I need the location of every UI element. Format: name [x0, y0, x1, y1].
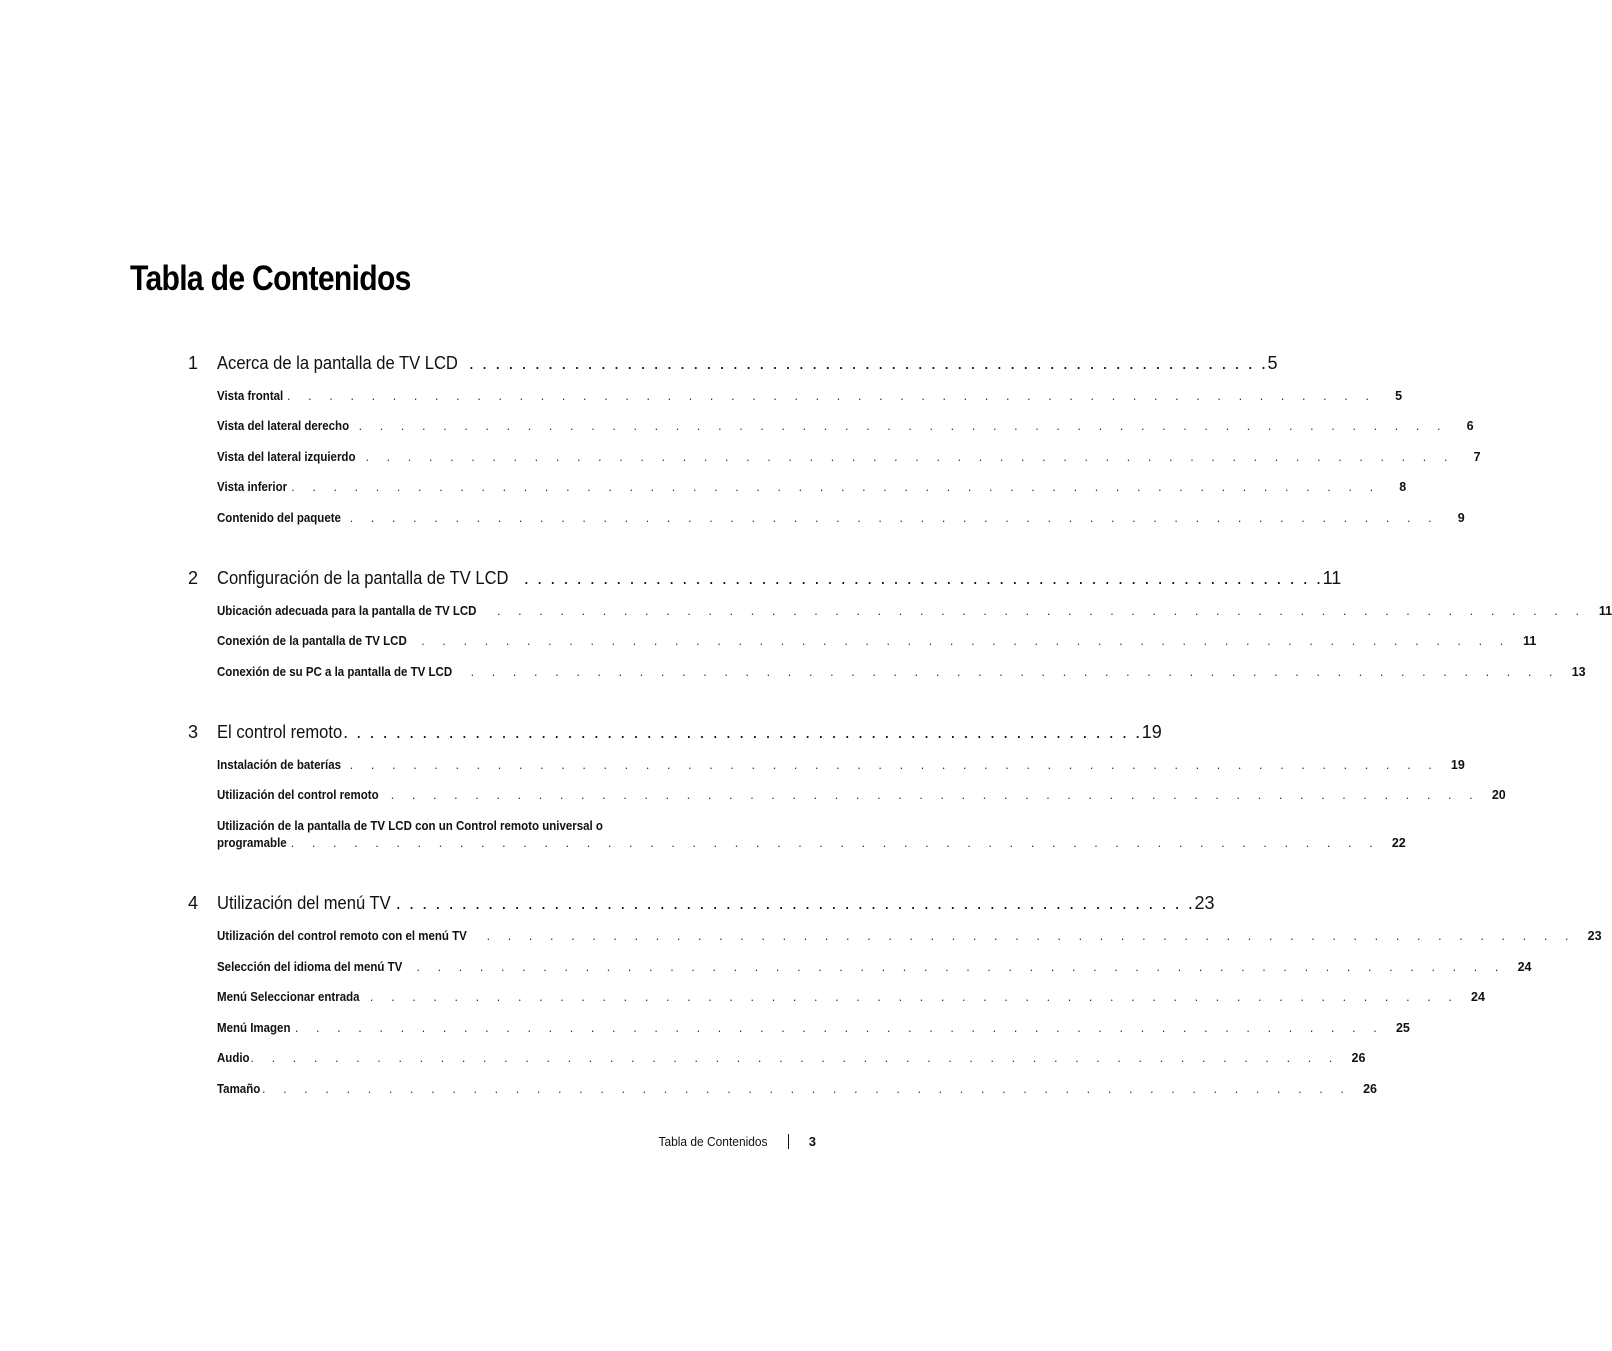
entry-label: Vista del lateral izquierdo: [217, 450, 356, 464]
footer-section-title: Tabla de Contenidos: [658, 1134, 768, 1149]
entry-page: 23: [1587, 929, 1602, 943]
toc-entry[interactable]: [217, 989, 1485, 1006]
toc-entry[interactable]: [217, 757, 1465, 774]
toc-chapter-2[interactable]: [188, 566, 1342, 590]
toc-entry[interactable]: [217, 510, 1465, 527]
toc-entry[interactable]: [217, 1081, 1378, 1098]
entry-label: Menú Imagen: [217, 1021, 291, 1035]
chapter-title: Acerca de la pantalla de TV LCD: [217, 353, 458, 373]
toc-entry[interactable]: [217, 418, 1474, 435]
chapter-title: El control remoto: [217, 722, 343, 742]
entry-label: Utilización del control remoto: [217, 788, 379, 802]
dot-leader: . . . . . . . . . . . . . . . . . . . . . . . . . . . . . . . . . . . . . . . . . . . . . . . . . . . .: [287, 389, 1377, 403]
dot-leader: . . . . . . . . . . . . . . . . . . . . . . . . . . . . . . . . . . . . . . . . . . . . . . . . . . . .: [358, 419, 1448, 433]
toc-chapter-1[interactable]: [188, 351, 1278, 375]
toc-entry[interactable]: [217, 959, 1532, 976]
entry-page: 24: [1517, 960, 1532, 974]
toc-entry[interactable]: [217, 603, 1612, 620]
entry-page: 24: [1471, 990, 1485, 1004]
entry-page: 26: [1363, 1082, 1378, 1096]
dot-leader: . . . . . . . . . . . . . . . . . . . . . . . . . . . . . . . . . . . . . . . . . . . . . . . . . . . .: [349, 511, 1439, 525]
chapter-number: 3: [188, 722, 199, 742]
chapter-page: 23: [1194, 893, 1215, 913]
entry-page: 8: [1399, 480, 1407, 494]
entry-page: 9: [1457, 511, 1465, 525]
chapter-number: 2: [188, 568, 199, 588]
entry-label: Selección del idioma del menú TV: [217, 960, 403, 974]
dot-leader: . . . . . . . . . . . . . . . . . . . . . . . . . . . . . . . . . . . . . . . . . . . . . . . . . . . .: [294, 1021, 1384, 1035]
chapter-page: 11: [1322, 568, 1342, 588]
entry-page: 7: [1473, 450, 1481, 464]
entry-label: Conexión de su PC a la pantalla de TV LCD: [217, 665, 453, 679]
entry-page: 22: [1391, 836, 1406, 850]
entry-page: 11: [1598, 604, 1612, 618]
entry-label: Ubicación adecuada para la pantalla de TV LCD: [217, 604, 477, 618]
entry-label: Contenido del paquete: [217, 511, 341, 525]
chapter-number: 4: [188, 893, 199, 913]
entry-label: Instalación de baterías: [217, 758, 341, 772]
chapter-page: 5: [1267, 353, 1278, 373]
toc-entry[interactable]: [217, 1020, 1410, 1037]
entry-label: Vista frontal: [217, 389, 284, 403]
chapter-title: Utilización del menú TV: [217, 893, 391, 913]
entry-page: 25: [1395, 1021, 1410, 1035]
dot-leader: . . . . . . . . . . . . . . . . . . . . . . . . . . . . . . . . . . . . . . . . . . . . . . . . . . . .: [365, 450, 1455, 464]
dot-leader: . . . . . . . . . . . . . . . . . . . . . . . . . . . . . . . . . . . . . . . . . . . . . . . . . . . . . . . . . . . . .: [468, 353, 1268, 373]
dot-leader: . . . . . . . . . . . . . . . . . . . . . . . . . . . . . . . . . . . . . . . . . . . . . . . . . . . . . . . . . . . . .: [395, 893, 1195, 913]
toc-entry[interactable]: [217, 928, 1602, 945]
entry-label: Utilización del control remoto con el menú TV: [217, 929, 467, 943]
dot-leader: . . . . . . . . . . . . . . . . . . . . . . . . . . . . . . . . . . . . . . . . . . . . . . . . . . . .: [262, 1082, 1352, 1096]
dot-leader: . . . . . . . . . . . . . . . . . . . . . . . . . . . . . . . . . . . . . . . . . . . . . . . . . . . .: [250, 1051, 1340, 1065]
entry-page: 5: [1395, 389, 1403, 403]
entry-page: 19: [1450, 758, 1465, 772]
toc-entry[interactable]: [217, 664, 1586, 681]
entry-page: 11: [1523, 634, 1537, 648]
entry-label: programable: [217, 836, 287, 850]
entry-label: Conexión de la pantalla de TV LCD: [217, 634, 407, 648]
chapter-title: Configuración de la pantalla de TV LCD: [217, 568, 509, 588]
dot-leader: . . . . . . . . . . . . . . . . . . . . . . . . . . . . . . . . . . . . . . . . . . . . . . . . . . . .: [369, 990, 1459, 1004]
dot-leader: . . . . . . . . . . . . . . . . . . . . . . . . . . . . . . . . . . . . . . . . . . . . . . . . . . . .: [497, 604, 1587, 618]
toc-entry[interactable]: [217, 388, 1403, 405]
entry-label: Menú Seleccionar entrada: [217, 990, 360, 1004]
dot-leader: . . . . . . . . . . . . . . . . . . . . . . . . . . . . . . . . . . . . . . . . . . . . . . . . . . . .: [349, 758, 1439, 772]
dot-leader: . . . . . . . . . . . . . . . . . . . . . . . . . . . . . . . . . . . . . . . . . . . . . . . . . . . .: [290, 836, 1380, 850]
footer-divider: [788, 1134, 789, 1149]
entry-label: Audio: [217, 1051, 250, 1065]
dot-leader: . . . . . . . . . . . . . . . . . . . . . . . . . . . . . . . . . . . . . . . . . . . . . . . . . . . .: [421, 634, 1511, 648]
toc-entry[interactable]: [217, 449, 1481, 466]
page-footer: [600, 1133, 816, 1151]
entry-label: Tamaño: [217, 1082, 261, 1096]
dot-leader: . . . . . . . . . . . . . . . . . . . . . . . . . . . . . . . . . . . . . . . . . . . . . . . . . . . .: [291, 480, 1381, 494]
entry-label-line1: Utilización de la pantalla de TV LCD con un Control remoto universal o: [217, 819, 603, 833]
entry-label: Vista del lateral derecho: [217, 419, 350, 433]
toc-entry[interactable]: [217, 818, 1406, 852]
chapter-number: 1: [188, 353, 199, 373]
entry-label: Vista inferior: [217, 480, 288, 494]
dot-leader: . . . . . . . . . . . . . . . . . . . . . . . . . . . . . . . . . . . . . . . . . . . . . . . . . . . .: [390, 788, 1480, 802]
dot-leader: . . . . . . . . . . . . . . . . . . . . . . . . . . . . . . . . . . . . . . . . . . . . . . . . . . . .: [416, 960, 1506, 974]
chapter-page: 19: [1141, 722, 1162, 742]
dot-leader: . . . . . . . . . . . . . . . . . . . . . . . . . . . . . . . . . . . . . . . . . . . . . . . . . . . . . . . . . . . . .: [343, 722, 1142, 742]
dot-leader: . . . . . . . . . . . . . . . . . . . . . . . . . . . . . . . . . . . . . . . . . . . . . . . . . . . .: [470, 665, 1560, 679]
entry-page: 20: [1491, 788, 1506, 802]
toc-chapter-4[interactable]: [188, 891, 1215, 915]
toc-entry[interactable]: [217, 787, 1506, 804]
entry-page: 6: [1466, 419, 1474, 433]
dot-leader: . . . . . . . . . . . . . . . . . . . . . . . . . . . . . . . . . . . . . . . . . . . . . . . . . . . .: [486, 929, 1576, 943]
dot-leader: . . . . . . . . . . . . . . . . . . . . . . . . . . . . . . . . . . . . . . . . . . . . . . . . . . . . . . . . . . . . .: [523, 568, 1323, 588]
toc-entry[interactable]: [217, 479, 1407, 496]
toc-entry[interactable]: [217, 633, 1537, 650]
entry-page: 13: [1571, 665, 1586, 679]
page-title: Tabla de Contenidos: [130, 259, 411, 298]
footer-page-number: 3: [808, 1134, 816, 1149]
toc-chapter-3[interactable]: [188, 720, 1162, 744]
entry-page: 26: [1351, 1051, 1366, 1065]
toc-entry[interactable]: [217, 1050, 1366, 1067]
